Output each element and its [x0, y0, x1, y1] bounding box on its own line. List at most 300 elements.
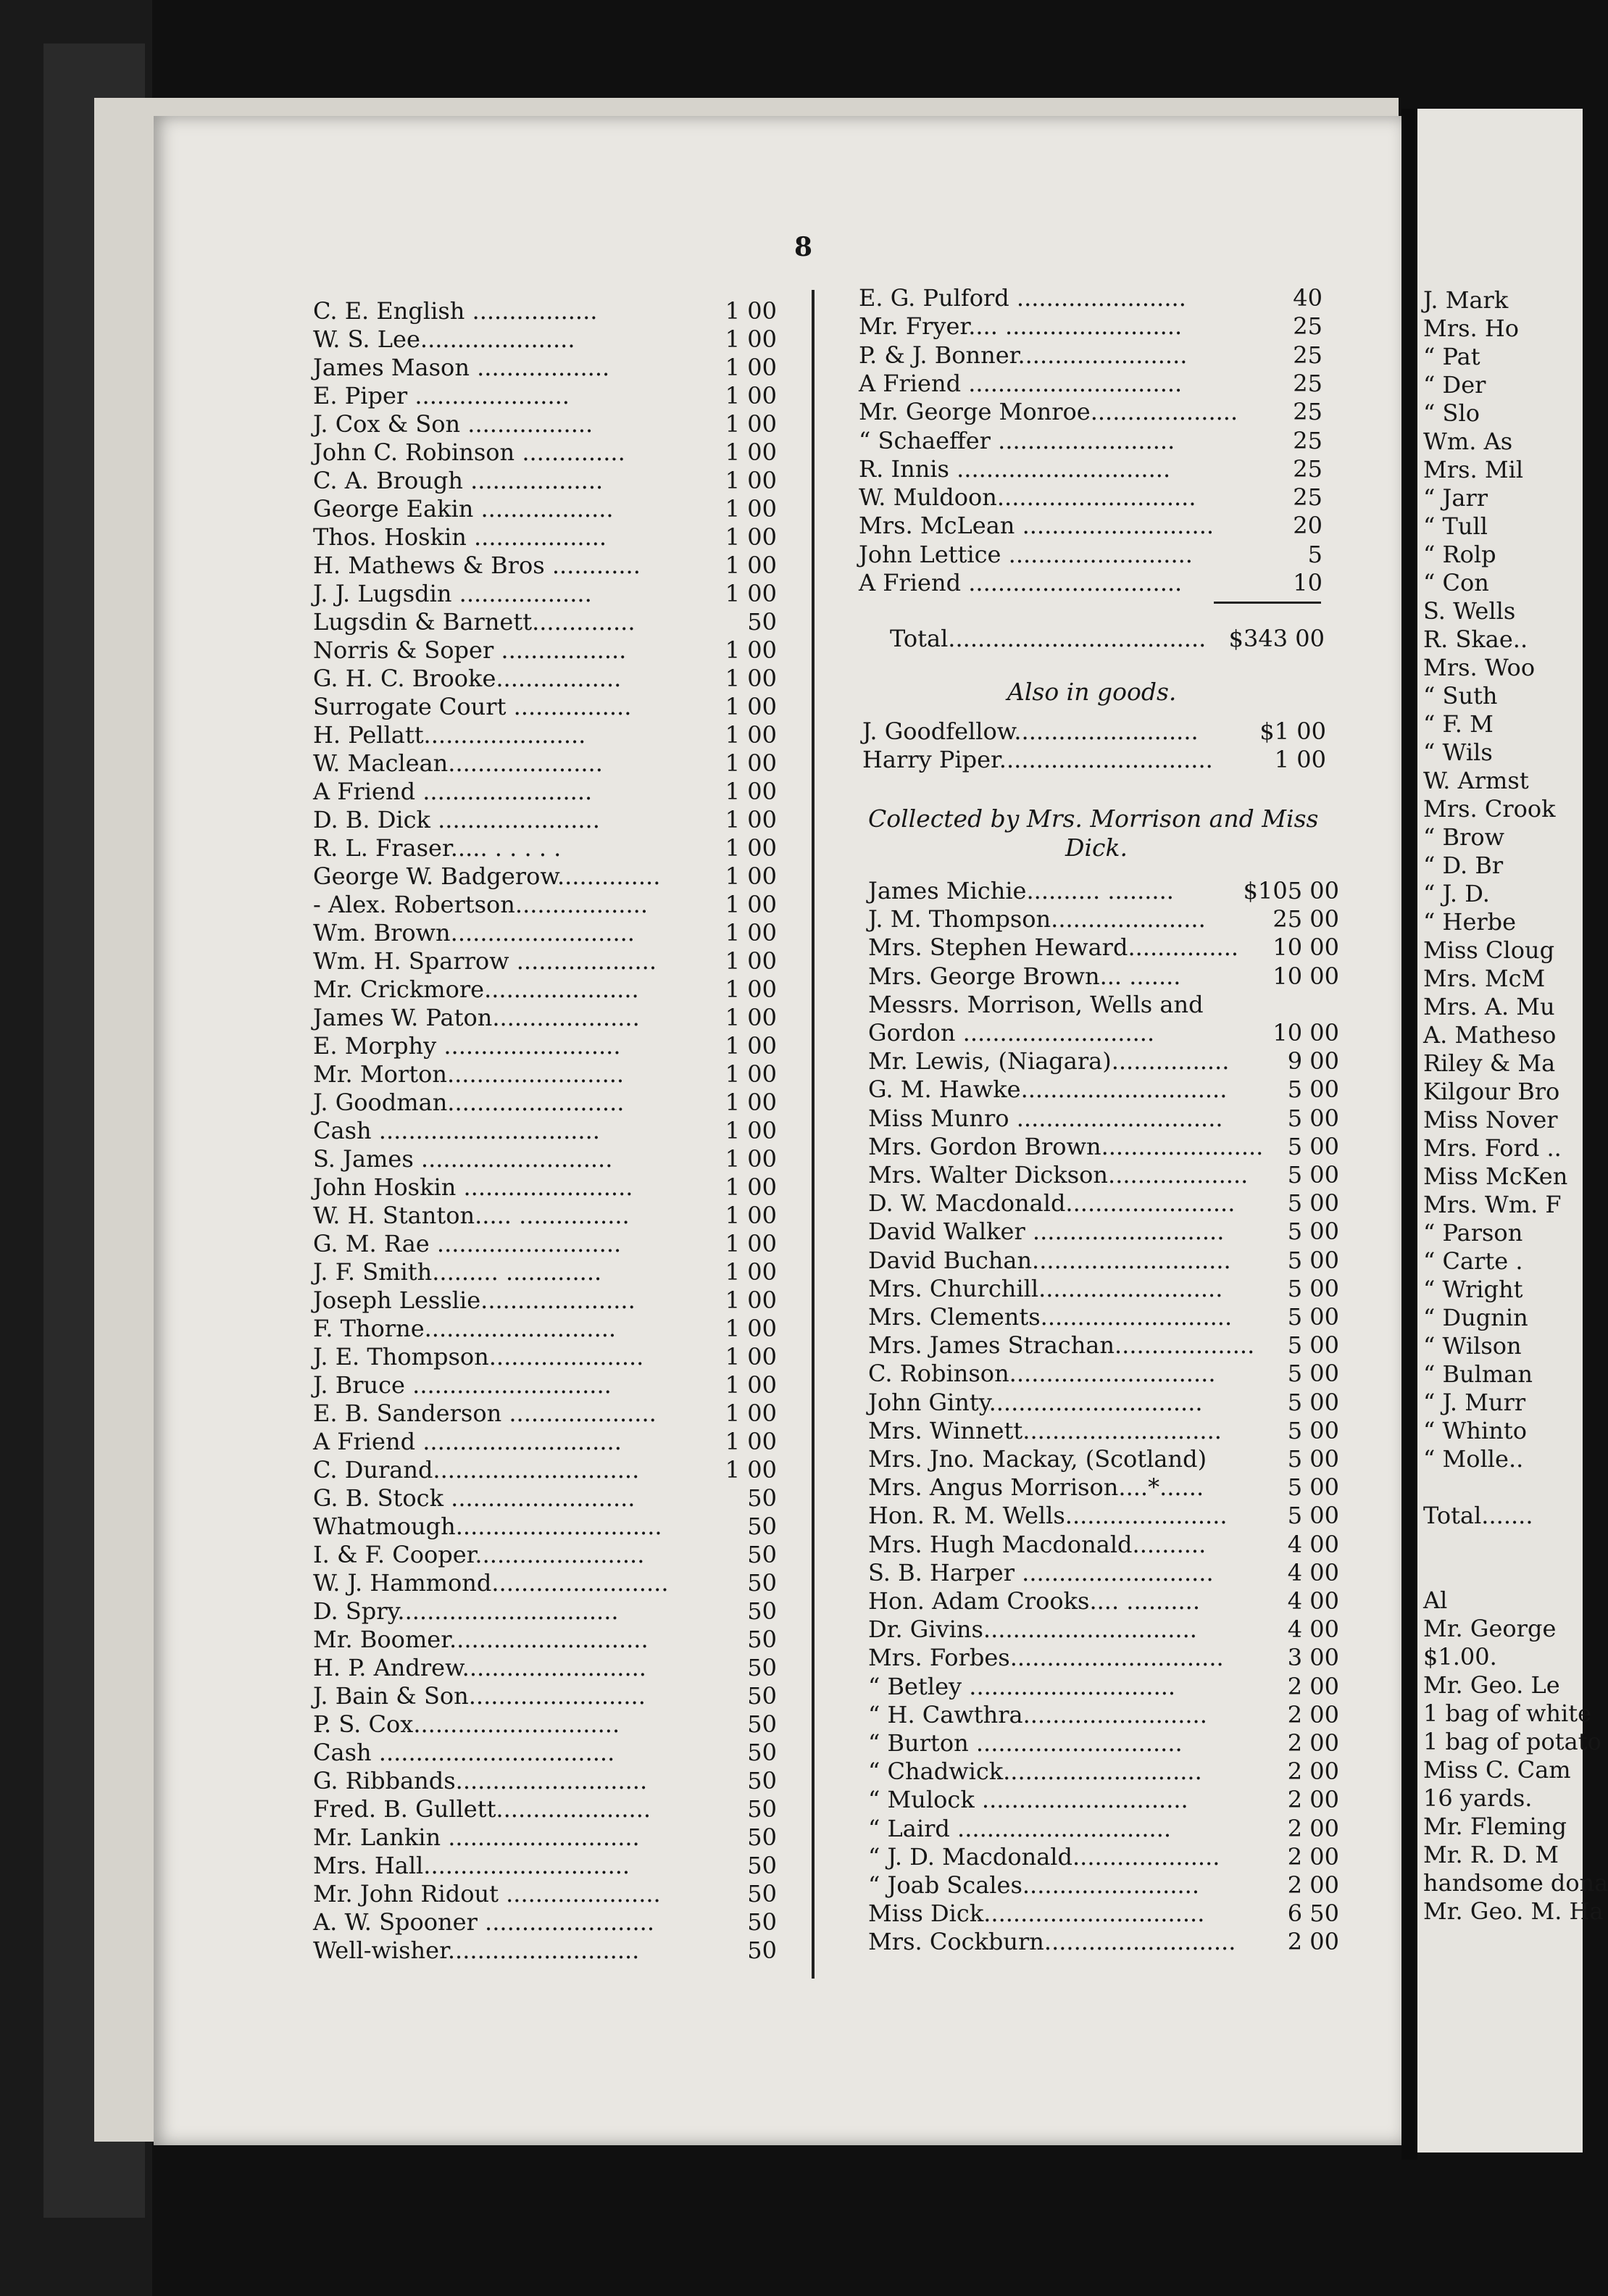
donor-row: [313, 1682, 777, 1711]
donor-name: H. P. Andrew.........................: [313, 1654, 646, 1681]
donor-name: W. Muldoon...........................: [859, 483, 1196, 512]
donor-amount: 1 00: [725, 1428, 777, 1455]
donor-name: I. & F. Cooper.......................: [313, 1541, 645, 1568]
collected-row: [868, 1417, 1339, 1446]
collected-name: Mrs. Winnett...........................: [868, 1416, 1222, 1444]
donor-row: [313, 778, 777, 807]
collected-name: Mrs. Churchill.........................: [868, 1274, 1223, 1302]
collected-name: “ Joab Scales........................: [868, 1871, 1199, 1899]
donor-amount: 50: [747, 1852, 777, 1879]
collected-amount: 2 00: [1287, 1672, 1339, 1700]
facing-page-line: “ Wilson: [1423, 1332, 1522, 1360]
donor-row: [313, 1428, 777, 1457]
donor-row: [313, 749, 777, 778]
donor-name: W. H. Stanton..... ...............: [313, 1202, 630, 1229]
donor-row: [313, 1823, 777, 1852]
donor-name: C. Durand............................: [313, 1456, 640, 1484]
donor-row: [313, 947, 777, 976]
collected-name: D. W. Macdonald.......................: [868, 1189, 1236, 1218]
donor-row: [313, 721, 777, 750]
donor-amount: 1 00: [725, 410, 777, 438]
donor-row: [313, 1597, 777, 1626]
donor-row: [313, 1004, 777, 1033]
goods-row: [862, 746, 1326, 775]
donor-amount: 50: [747, 1908, 777, 1936]
facing-page-line: 1 bag of white: [1423, 1700, 1592, 1727]
collected-name: “ Chadwick...........................: [868, 1758, 1202, 1786]
facing-page-line: “ D. Br: [1423, 852, 1504, 879]
donor-amount: 1 00: [725, 636, 777, 664]
donor-row: [313, 354, 777, 383]
collected-row: [868, 877, 1339, 906]
facing-page-line: “ F. M: [1423, 710, 1494, 738]
donor-amount: 1 00: [725, 1117, 777, 1144]
collected-name: Hon. Adam Crooks.... ..........: [868, 1587, 1201, 1615]
collected-amount: 5 00: [1287, 1360, 1339, 1388]
donor-name: F. Thorne..........................: [313, 1315, 617, 1342]
collected-row: [868, 1275, 1339, 1304]
facing-page-line: Mrs. Mil: [1423, 456, 1524, 483]
donor-amount: 1 00: [725, 1456, 777, 1484]
donor-name: James W. Paton....................: [313, 1004, 640, 1031]
donor-row: [859, 427, 1322, 456]
donor-name: A Friend ...........................: [313, 1428, 622, 1455]
facing-page-line: “ Slo: [1423, 399, 1480, 427]
donor-amount: 50: [747, 1484, 777, 1512]
donor-name: G. H. C. Brooke.................: [313, 665, 622, 692]
facing-page-line: “ Pat: [1423, 343, 1480, 370]
donor-name: J. Goodman........................: [313, 1089, 625, 1116]
collected-name: Mrs. Forbes.............................: [868, 1644, 1224, 1672]
facing-page-line: Mrs. Ford ..: [1423, 1134, 1562, 1162]
donor-name: George Eakin ..................: [313, 495, 614, 523]
donor-name: R. L. Fraser..... . . . . .: [313, 834, 562, 862]
total-amount: $343 00: [1228, 625, 1325, 652]
collected-row: [868, 1189, 1339, 1218]
donor-row: [313, 1089, 777, 1118]
facing-page-line: “ Wright: [1423, 1276, 1523, 1303]
donor-row: [313, 325, 777, 354]
donor-amount: 50: [747, 1682, 777, 1710]
collected-name: Mrs. James Strachan...................: [868, 1331, 1255, 1360]
donor-row: [313, 523, 777, 552]
donor-amount: 1 00: [725, 1173, 777, 1201]
donor-name: John Hoskin .......................: [313, 1173, 633, 1201]
collected-name: Gordon ..........................: [868, 1019, 1155, 1047]
collected-amount: 5 00: [1287, 1246, 1339, 1274]
book-gutter: [1401, 109, 1417, 2160]
collected-name: “ H. Cawthra.........................: [868, 1700, 1207, 1729]
total-rule: [1214, 602, 1321, 604]
donor-amount: 1 00: [725, 1060, 777, 1088]
donor-row: [859, 312, 1322, 341]
collected-name: James Michie.......... .........: [868, 877, 1174, 904]
collected-name: Mrs. Clements..........................: [868, 1303, 1233, 1331]
collected-row: [868, 1587, 1339, 1616]
goods-name: J. Goodfellow.........................: [862, 718, 1199, 745]
donor-amount: 50: [747, 1654, 777, 1681]
collected-amount: 5 00: [1287, 1388, 1339, 1416]
donor-name: Mr. Crickmore.....................: [313, 976, 639, 1003]
donor-amount: 5: [1307, 540, 1322, 568]
donor-amount: 1 00: [725, 1315, 777, 1342]
donor-amount: 1 00: [725, 1032, 777, 1060]
donor-row: [313, 1456, 777, 1485]
donor-row: [313, 919, 777, 948]
collected-amount: 5 00: [1287, 1473, 1339, 1502]
donor-amount: 25: [1293, 483, 1322, 512]
donor-row: [313, 580, 777, 609]
facing-page-line: Al: [1423, 1586, 1448, 1614]
donor-row: [313, 1145, 777, 1174]
donor-name: Mr. Morton........................: [313, 1060, 625, 1088]
collected-name: Mrs. George Brown... .......: [868, 962, 1181, 990]
collected-name: Mrs. Hugh Macdonald..........: [868, 1530, 1207, 1558]
collected-name: C. Robinson............................: [868, 1360, 1216, 1388]
facing-page-line: Mrs. Ho: [1423, 315, 1519, 342]
donor-name: - Alex. Robertson..................: [313, 891, 648, 918]
donor-amount: 1 00: [725, 1089, 777, 1116]
collected-name: Mrs. Walter Dickson...................: [868, 1161, 1249, 1189]
facing-page-line: 1 bag of potato: [1423, 1728, 1601, 1755]
donor-amount: 50: [747, 1767, 777, 1794]
collected-name: John Ginty.............................: [868, 1388, 1203, 1416]
facing-page-line: Mr. Geo. Le: [1423, 1671, 1560, 1699]
donor-name: A Friend .......................: [313, 778, 593, 805]
donor-amount: 1 00: [725, 721, 777, 749]
collected-name: Messrs. Morrison, Wells and: [868, 990, 1204, 1018]
donor-row: [313, 1654, 777, 1683]
donor-row: [859, 483, 1322, 512]
collected-amount: 2 00: [1287, 1928, 1339, 1956]
collected-name: Mrs. Jno. Mackay, (Scotland): [868, 1445, 1207, 1473]
donor-name: A Friend .............................: [859, 569, 1183, 596]
goods-name: Harry Piper.............................: [862, 746, 1213, 773]
donor-row: [859, 398, 1322, 427]
collected-name: “ Betley ............................: [868, 1672, 1176, 1700]
donor-amount: 1 00: [725, 523, 777, 551]
collected-amount: $105 00: [1243, 877, 1339, 904]
collected-name: “ J. D. Macdonald....................: [868, 1842, 1220, 1871]
donor-amount: 1 00: [725, 1286, 777, 1314]
donor-name: E. Morphy ........................: [313, 1032, 621, 1060]
donor-amount: 50: [747, 1513, 777, 1540]
collected-name: S. B. Harper ..........................: [868, 1558, 1214, 1586]
collected-amount: 2 00: [1287, 1814, 1339, 1842]
facing-page-line: “ Dugnin: [1423, 1304, 1528, 1331]
donor-name: G. B. Stock .........................: [313, 1484, 636, 1512]
donor-row: [859, 541, 1322, 570]
donor-name: Mr. Lankin ..........................: [313, 1823, 640, 1851]
facing-page-line: “ Parson: [1423, 1219, 1523, 1247]
facing-page-line: Miss Cloug: [1423, 936, 1555, 964]
collected-amount: 4 00: [1287, 1615, 1339, 1644]
facing-page-line: handsome dona: [1423, 1869, 1608, 1897]
collected-amount: 5 00: [1287, 1076, 1339, 1104]
collected-name: J. M. Thompson.....................: [868, 905, 1206, 933]
collected-row: [868, 1303, 1339, 1332]
collected-amount: 4 00: [1287, 1530, 1339, 1558]
donor-amount: 1 00: [725, 862, 777, 890]
donor-row: [313, 1202, 777, 1231]
collected-row: [868, 1900, 1339, 1929]
donor-name: Wm. H. Sparrow ...................: [313, 947, 657, 975]
collected-row: [868, 1076, 1339, 1105]
collected-row: [868, 1445, 1339, 1474]
facing-page-line: J. Mark: [1423, 286, 1509, 314]
collected-name: David Buchan...........................: [868, 1246, 1231, 1274]
donor-row: [313, 1032, 777, 1061]
donor-row: [313, 1852, 777, 1881]
donor-row: [859, 455, 1322, 484]
collected-row: [868, 1531, 1339, 1560]
collected-row: [868, 1105, 1339, 1134]
donor-name: Mr. John Ridout .....................: [313, 1880, 661, 1908]
facing-page-line: Wm. As: [1423, 428, 1513, 455]
facing-page-line: Mr. Fleming: [1423, 1813, 1567, 1840]
facing-page-line: Miss McKen: [1423, 1162, 1568, 1190]
facing-page-line: Riley & Ma: [1423, 1049, 1556, 1077]
collected-row: [868, 1871, 1339, 1900]
collected-amount: 25 00: [1272, 905, 1339, 933]
donor-row: [313, 1060, 777, 1089]
collected-name: Mrs. Stephen Heward...............: [868, 933, 1239, 962]
donor-name: Surrogate Court ................: [313, 693, 632, 720]
donor-row: [313, 891, 777, 920]
donor-name: Thos. Hoskin ..................: [313, 523, 607, 551]
collected-amount: 5 00: [1287, 1445, 1339, 1473]
facing-page-line: 16 yards.: [1423, 1784, 1533, 1812]
column-divider: [812, 290, 815, 1979]
donor-amount: 50: [747, 1880, 777, 1908]
donor-row: [313, 1286, 777, 1315]
donor-amount: 1 00: [725, 382, 777, 409]
donor-name: J. J. Lugsdin ..................: [313, 580, 592, 607]
donor-row: [313, 1117, 777, 1146]
donor-name: E. G. Pulford .......................: [859, 284, 1186, 312]
donor-name: G. M. Rae .........................: [313, 1230, 622, 1257]
collected-row: [868, 962, 1339, 991]
donor-row: [313, 1937, 777, 1966]
collected-amount: 6 50: [1287, 1900, 1339, 1928]
donor-amount: 25: [1293, 341, 1322, 369]
collected-amount: 2 00: [1287, 1700, 1339, 1729]
donor-row: [313, 1230, 777, 1259]
collected-name: “ Laird .............................: [868, 1814, 1172, 1842]
donor-amount: 50: [747, 608, 777, 636]
donor-amount: 1 00: [725, 891, 777, 918]
donor-name: G. Ribbands..........................: [313, 1767, 648, 1794]
collected-row: [868, 905, 1339, 934]
donor-amount: 1 00: [725, 1145, 777, 1173]
facing-page-line: “ Suth: [1423, 682, 1498, 710]
facing-page-line: “ Rolp: [1423, 541, 1496, 568]
facing-page-line: Total.......: [1423, 1502, 1533, 1529]
collected-row: [868, 1019, 1339, 1048]
facing-page-line: “ Brow: [1423, 823, 1504, 851]
collected-row: [868, 1161, 1339, 1190]
collected-row: [868, 1815, 1339, 1844]
donor-name: C. A. Brough ..................: [313, 467, 604, 494]
collected-name: “ Burton ............................: [868, 1729, 1183, 1757]
donor-amount: 50: [747, 1823, 777, 1851]
donor-row: [313, 665, 777, 694]
collected-row: [868, 1559, 1339, 1588]
donor-row: [313, 636, 777, 665]
donor-row: [313, 1626, 777, 1655]
donor-amount: 1 00: [725, 919, 777, 947]
donor-name: Mrs. Hall............................: [313, 1852, 630, 1879]
donor-row: [859, 569, 1322, 598]
collected-amount: 2 00: [1287, 1729, 1339, 1757]
donor-name: W. Maclean.....................: [313, 749, 603, 777]
donor-row: [859, 512, 1322, 541]
facing-page-line: Mrs. A. Mu: [1423, 993, 1555, 1020]
donor-name: D. Spry..............................: [313, 1597, 619, 1625]
donor-name: P. & J. Bonner.......................: [859, 341, 1188, 369]
donor-name: Mr. Fryer.... ........................: [859, 312, 1183, 341]
donor-amount: 1 00: [725, 1258, 777, 1286]
facing-page: [1417, 109, 1608, 2152]
donor-amount: 50: [747, 1795, 777, 1823]
donor-amount: 50: [747, 1626, 777, 1653]
collected-name: Dr. Givins.............................: [868, 1615, 1197, 1644]
facing-page-line: W. Armst: [1423, 767, 1529, 794]
donor-amount: 1 00: [725, 438, 777, 466]
collected-row: [868, 1133, 1339, 1162]
donor-amount: 50: [747, 1541, 777, 1568]
donor-row: [859, 341, 1322, 370]
donor-amount: 1 00: [725, 297, 777, 325]
donor-name: Cash ................................: [313, 1739, 615, 1766]
collected-row: [868, 1615, 1339, 1644]
goods-amount: $1 00: [1259, 718, 1326, 745]
donor-row: [313, 862, 777, 891]
donor-amount: 25: [1293, 398, 1322, 426]
collected-amount: 4 00: [1287, 1587, 1339, 1615]
donor-row: [313, 1343, 777, 1372]
donor-name: Mr. Boomer...........................: [313, 1626, 649, 1653]
donor-amount: 1 00: [725, 834, 777, 862]
total-row: [890, 625, 1325, 652]
collected-amount: 5 00: [1287, 1104, 1339, 1132]
donor-amount: 1 00: [725, 1399, 777, 1427]
collected-amount: 5 00: [1287, 1218, 1339, 1246]
donor-amount: 50: [747, 1597, 777, 1625]
donor-amount: 1 00: [725, 1202, 777, 1229]
donor-name: R. Innis .............................: [859, 454, 1171, 483]
collected-name: Hon. R. M. Wells......................: [868, 1502, 1228, 1530]
collected-amount: 4 00: [1287, 1558, 1339, 1586]
donor-row: [313, 467, 777, 496]
goods-row: [862, 718, 1326, 746]
goods-amount: 1 00: [1274, 746, 1326, 773]
donor-amount: 1 00: [725, 552, 777, 579]
donor-name: Mr. George Monroe....................: [859, 398, 1238, 426]
donor-row: [313, 1541, 777, 1570]
facing-page-line: “ Tull: [1423, 512, 1488, 540]
collected-amount: 5 00: [1287, 1502, 1339, 1530]
goods-heading: Also in goods.: [1007, 678, 1177, 706]
donor-row: [313, 1513, 777, 1542]
donor-row: [313, 693, 777, 722]
donor-name: S. James ..........................: [313, 1145, 613, 1173]
collected-amount: 5 00: [1287, 1274, 1339, 1302]
facing-page-line: Mrs. Wm. F: [1423, 1191, 1562, 1218]
donor-name: J. E. Thompson.....................: [313, 1343, 644, 1370]
facing-page-line: Mrs. Woo: [1423, 654, 1536, 681]
donor-amount: 1 00: [725, 749, 777, 777]
donor-amount: 1 00: [725, 325, 777, 353]
facing-page-line: “ Carte .: [1423, 1247, 1523, 1275]
collected-amount: 2 00: [1287, 1871, 1339, 1899]
donor-amount: 1 00: [725, 665, 777, 692]
collected-amount: 2 00: [1287, 1842, 1339, 1871]
collected-amount: 2 00: [1287, 1758, 1339, 1786]
donor-amount: 1 00: [725, 693, 777, 720]
donor-amount: 50: [747, 1569, 777, 1597]
donor-row: [313, 1795, 777, 1824]
donor-name: Fred. B. Gullett.....................: [313, 1795, 651, 1823]
donor-amount: 25: [1293, 369, 1322, 397]
facing-page-line: $1.00.: [1423, 1643, 1497, 1671]
collected-row: [868, 1247, 1339, 1276]
donor-name: John C. Robinson ..............: [313, 438, 625, 466]
donor-amount: 25: [1293, 312, 1322, 341]
collected-amount: 10 00: [1272, 1019, 1339, 1047]
collected-row: [868, 1758, 1339, 1787]
donor-row: [313, 495, 777, 524]
collected-name: Mrs. Gordon Brown......................: [868, 1132, 1264, 1160]
collected-row: [868, 1218, 1339, 1247]
donor-amount: 25: [1293, 426, 1322, 454]
donor-amount: 1 00: [725, 976, 777, 1003]
donor-row: [313, 608, 777, 637]
donor-amount: 1 00: [725, 354, 777, 381]
donor-name: C. E. English .................: [313, 297, 598, 325]
donor-row: [313, 438, 777, 467]
donor-amount: 1 00: [725, 1343, 777, 1370]
donor-row: [313, 552, 777, 581]
collected-name: Miss Munro ............................: [868, 1104, 1223, 1132]
donor-name: Cash ..............................: [313, 1117, 600, 1144]
donor-name: J. Bain & Son........................: [313, 1682, 646, 1710]
donor-name: “ Schaeffer ........................: [859, 426, 1175, 454]
donor-name: Joseph Lesslie.....................: [313, 1286, 636, 1314]
collected-amount: 5 00: [1287, 1416, 1339, 1444]
donor-name: J. Bruce ...........................: [313, 1371, 612, 1399]
donor-name: John Lettice .........................: [859, 540, 1193, 568]
collected-heading-line-1: Collected by Mrs. Morrison and Miss: [868, 804, 1319, 833]
donor-row: [313, 1710, 777, 1739]
donor-amount: 1 00: [725, 1371, 777, 1399]
collected-name: G. M. Hawke............................: [868, 1076, 1228, 1104]
donor-amount: 25: [1293, 454, 1322, 483]
collected-name: David Walker ..........................: [868, 1218, 1225, 1246]
donor-row: [313, 806, 777, 835]
donor-amount: 1 00: [725, 467, 777, 494]
donor-row: [313, 1739, 777, 1768]
collected-row: [868, 1786, 1339, 1815]
donor-name: P. S. Cox............................: [313, 1710, 620, 1738]
facing-page-line: “ Jarr: [1423, 484, 1488, 512]
donor-amount: 1 00: [725, 580, 777, 607]
donor-amount: 20: [1293, 512, 1322, 540]
donor-row: [313, 1484, 777, 1513]
donor-name: Norris & Soper .................: [313, 636, 627, 664]
facing-page-line: “ Whinto: [1423, 1417, 1527, 1444]
donor-row: [313, 297, 777, 326]
